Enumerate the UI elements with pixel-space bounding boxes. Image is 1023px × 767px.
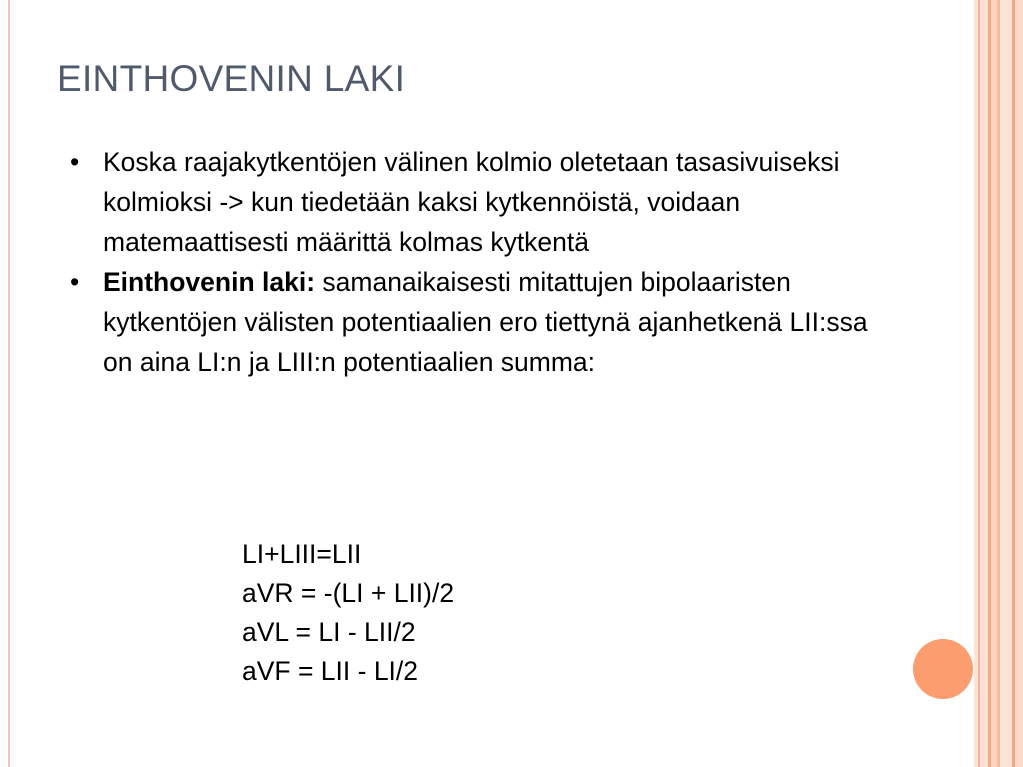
formula-line: aVL = LI - LII/2 <box>242 617 416 647</box>
formula-line: aVF = LII - LI/2 <box>242 656 419 686</box>
stripe <box>1000 0 1012 767</box>
bullet-text: samanaikaisesti mitattujen bipolaaristen kytkentöjen välisten potentiaalien ero tiettynä ajanhetkenä LII:ssa on aina LI:n ja LIII:n potentiaalien summa: <box>103 267 868 377</box>
formula-block <box>242 535 454 691</box>
bullet-icon: • <box>70 267 80 297</box>
bullet-item-1 <box>70 142 870 262</box>
bullet-bold-term: Einthovenin laki: <box>103 267 316 297</box>
decorative-circle <box>913 639 973 699</box>
stripe <box>1015 0 1023 767</box>
bullet-text: Koska raajakytkentöjen välinen kolmio oletetaan tasasivuiseksi kolmioksi -> kun tiedetään kaksi kytkennöistä, voidaan matemaattisesti määrittä kolmas kytkentä <box>103 147 840 257</box>
formula-line: LI+LIII=LII <box>242 539 362 569</box>
slide-title: EINTHOVENIN LAKI <box>57 58 406 99</box>
stripe <box>980 0 988 767</box>
bullet-item-2 <box>70 262 870 382</box>
left-border <box>8 0 10 767</box>
formula-line: aVR = -(LI + LII)/2 <box>242 578 455 608</box>
bullet-list <box>70 142 870 382</box>
decorative-stripes <box>974 0 1023 767</box>
bullet-icon: • <box>70 147 80 177</box>
